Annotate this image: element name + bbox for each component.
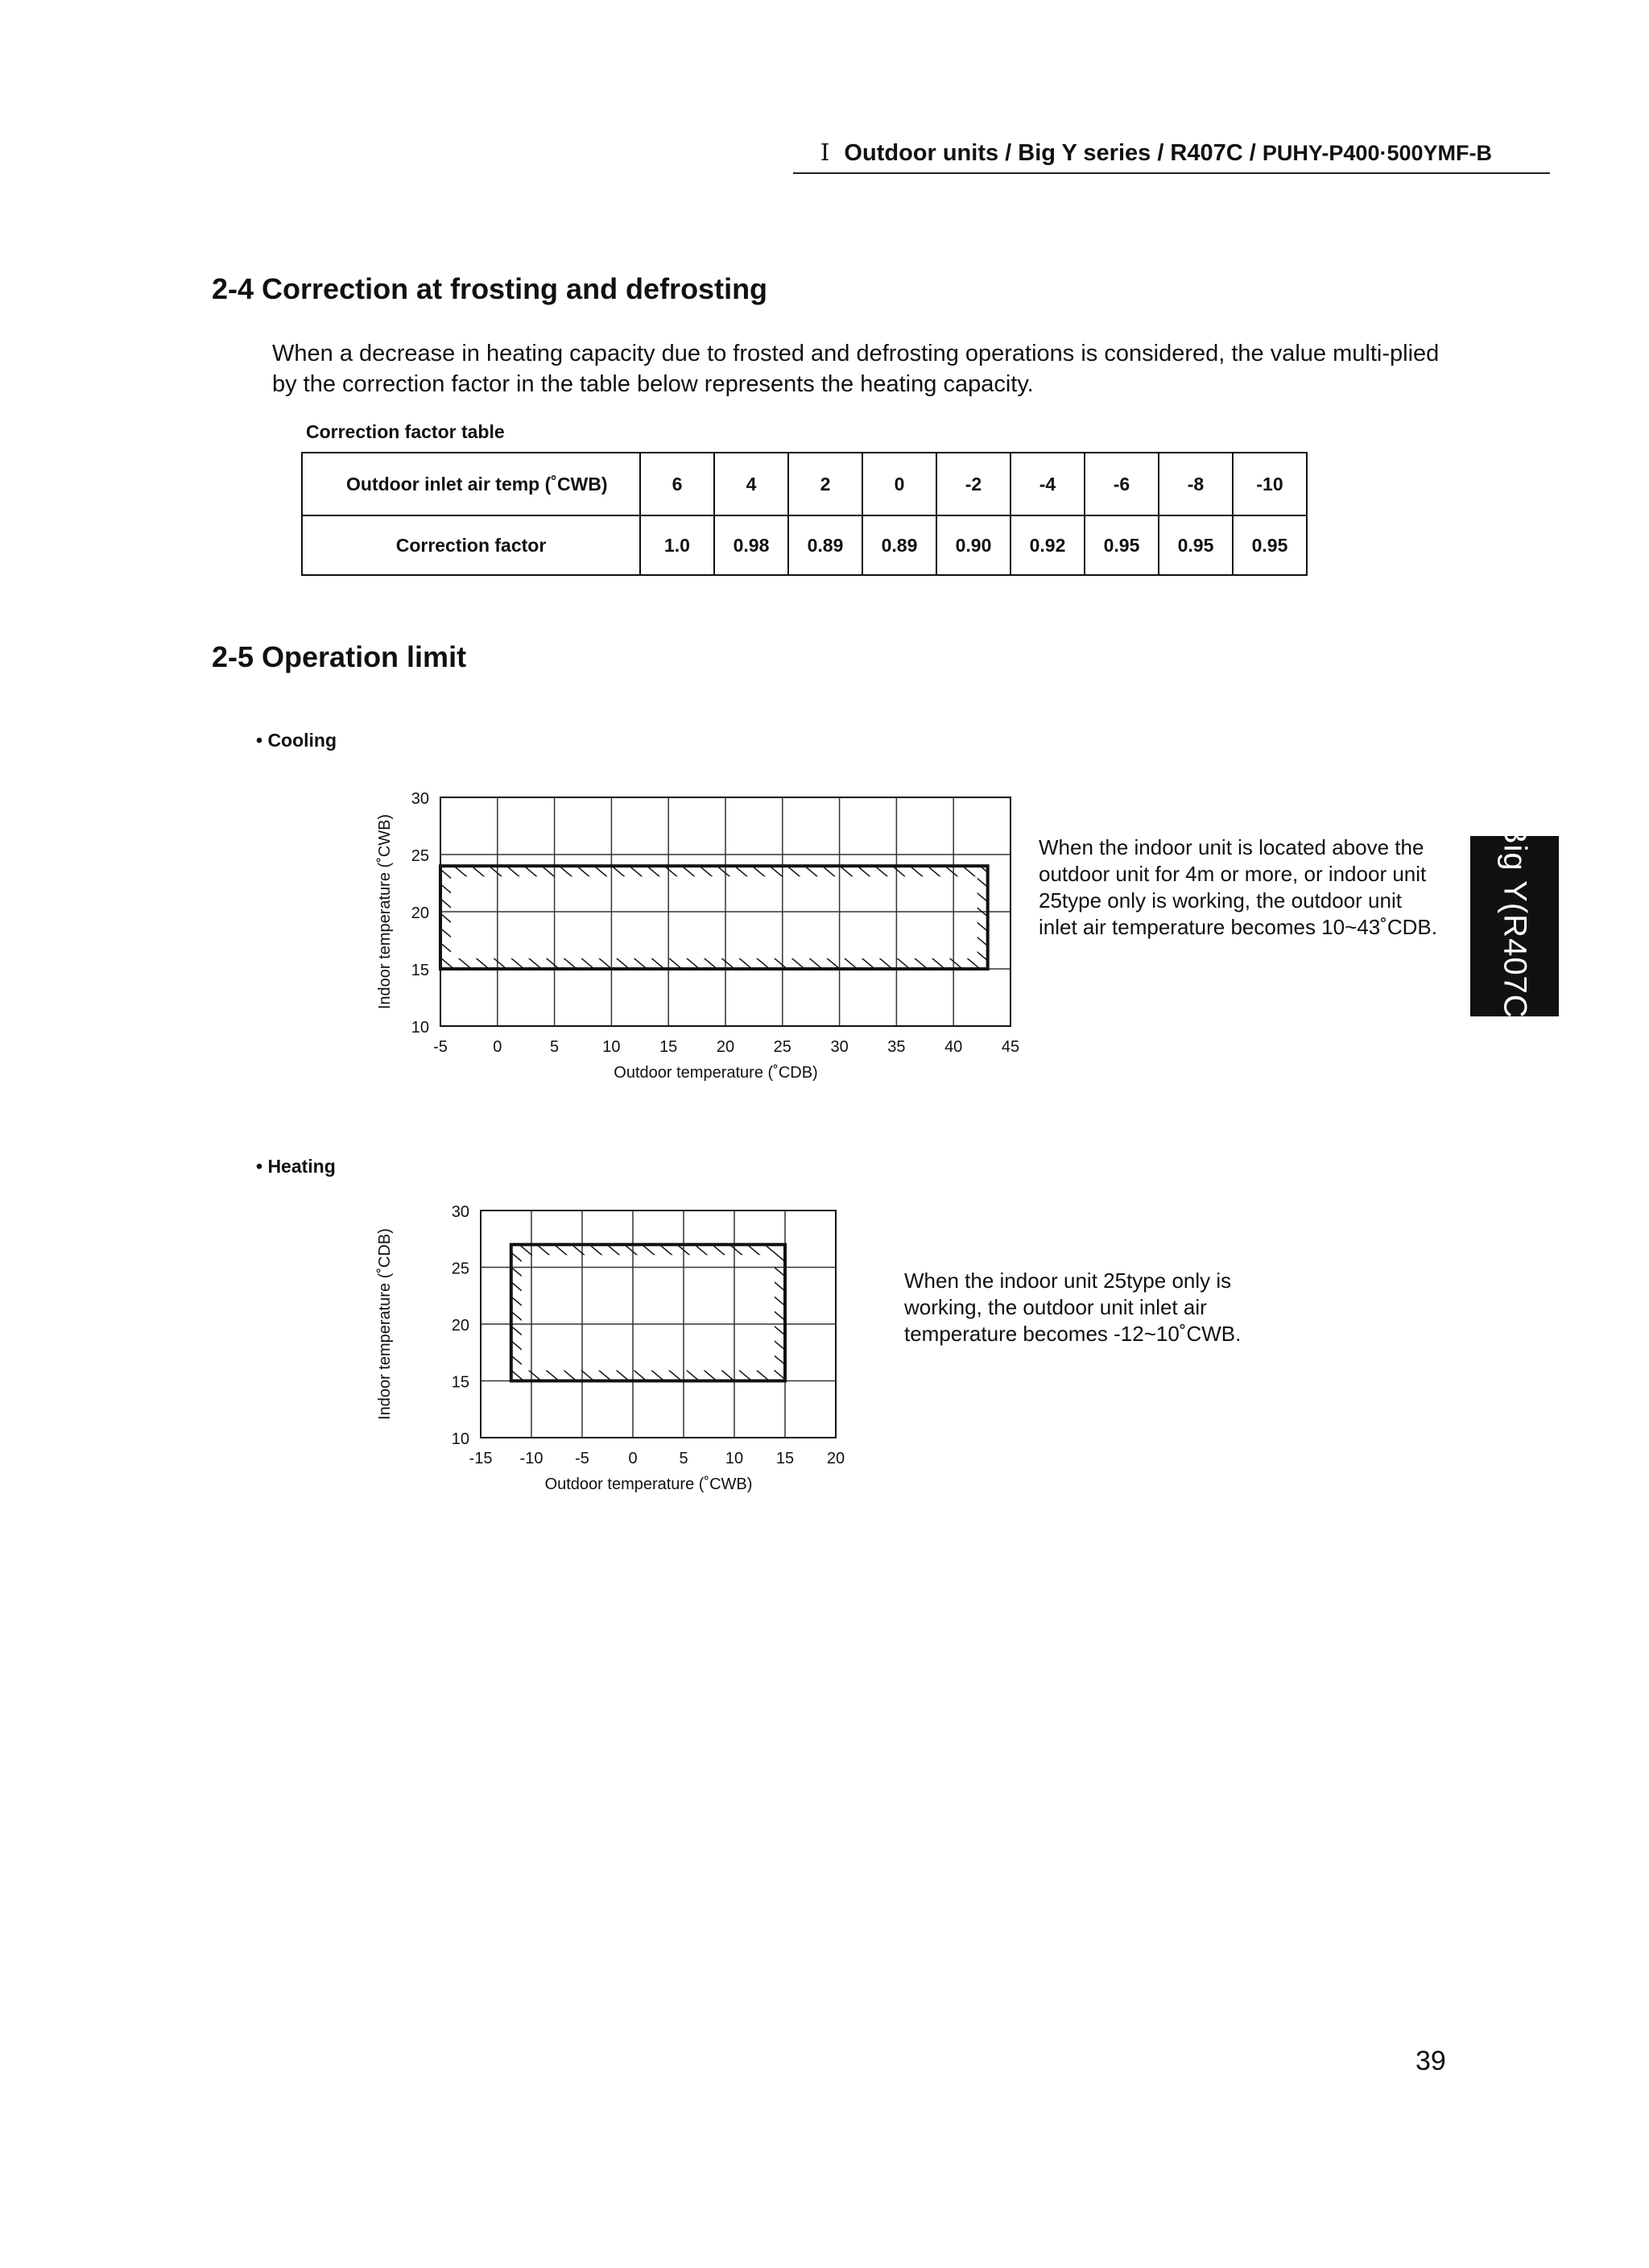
x-tick-label: 20 — [716, 1038, 735, 1056]
header-title: Outdoor units / Big Y series / R407C / — [844, 140, 1256, 166]
table-cell: 0.92 — [1010, 515, 1085, 575]
x-tick-label: 30 — [830, 1038, 849, 1056]
x-tick-label: -15 — [469, 1450, 493, 1467]
x-tick-label: 35 — [887, 1038, 906, 1056]
operating-range-outline — [440, 866, 988, 969]
table-cell: 0 — [862, 453, 936, 515]
y-tick-label: 10 — [451, 1430, 469, 1448]
x-tick-label: 10 — [602, 1038, 621, 1056]
cooling-label: • Cooling — [256, 730, 337, 751]
table-cell: 0.98 — [714, 515, 788, 575]
cooling-chart — [376, 790, 1019, 1082]
heating-label: • Heating — [256, 1156, 336, 1177]
table-cell: 1.0 — [640, 515, 714, 575]
x-tick-label: -5 — [575, 1450, 589, 1467]
y-tick-label: 30 — [411, 790, 429, 808]
y-tick-label: 15 — [451, 1373, 469, 1392]
y-tick-label: 25 — [411, 847, 429, 865]
x-tick-label: 15 — [775, 1450, 795, 1467]
table-cell: -4 — [1010, 453, 1085, 515]
table-cell: 0.95 — [1159, 515, 1233, 575]
y-axis-label: Indoor temperature (˚CDB) — [376, 1228, 394, 1420]
x-tick-label: 45 — [1001, 1038, 1020, 1056]
table-cell: -2 — [936, 453, 1010, 515]
x-tick-label: 20 — [826, 1450, 845, 1467]
y-tick-label: 10 — [411, 1019, 429, 1037]
x-tick-label: 0 — [628, 1450, 638, 1467]
x-tick-label: 15 — [659, 1038, 678, 1056]
x-axis-label: Outdoor temperature (˚CWB) — [544, 1475, 753, 1493]
y-tick-label: 15 — [411, 962, 429, 979]
table-cell: -10 — [1233, 453, 1307, 515]
x-tick-label: -10 — [519, 1450, 543, 1467]
heating-note: When the indoor unit 25type only is working, the outdoor unit inlet air temperature becomes -12~10˚CWB. — [904, 1269, 1242, 1346]
table-cell: 6 — [640, 453, 714, 515]
table-cell: 4 — [714, 453, 788, 515]
table-cell: -6 — [1085, 453, 1159, 515]
y-tick-label: 20 — [411, 904, 429, 922]
operating-range-hatch — [440, 866, 988, 969]
x-axis-label: Outdoor temperature (˚CDB) — [614, 1064, 818, 1082]
cooling-note: When the indoor unit is located above the outdoor unit for 4m or more, or indoor unit 25type only is working, the outdoor unit inlet air temperature becomes 10~43˚CDB. — [1039, 835, 1437, 939]
x-tick-label: 0 — [493, 1038, 502, 1056]
y-tick-label: 25 — [451, 1260, 469, 1278]
section-2-4-paragraph: When a decrease in heating capacity due to frosted and defrosting operations is considered, the value multi-plied by the correction factor in the table below represents the heating capacity. — [272, 341, 1440, 397]
side-tab — [1470, 822, 1559, 1031]
x-tick-label: 10 — [725, 1450, 744, 1467]
heating-chart — [376, 1203, 845, 1493]
operating-range-outline — [511, 1244, 785, 1380]
table-caption: Correction factor table — [306, 421, 505, 442]
page-number: 39 — [1415, 2046, 1446, 2076]
y-tick-label: 30 — [451, 1203, 469, 1221]
y-axis-label: Indoor temperature (˚CWB) — [376, 813, 394, 1010]
table-cell: 0.95 — [1085, 515, 1159, 575]
y-tick-label: 20 — [451, 1317, 469, 1335]
x-tick-label: 5 — [679, 1450, 688, 1467]
table-cell: 0.95 — [1233, 515, 1307, 575]
table-header-temp: Outdoor inlet air temp (˚CWB) — [302, 453, 640, 515]
table-cell: 0.89 — [788, 515, 862, 575]
x-tick-label: 40 — [944, 1038, 963, 1056]
section-2-4-title: 2-4 Correction at frosting and defrosting — [212, 272, 768, 305]
x-tick-label: 5 — [550, 1038, 560, 1056]
x-tick-label: -5 — [433, 1038, 448, 1056]
section-2-5-title: 2-5 Operation limit — [212, 640, 467, 673]
x-tick-label: 25 — [773, 1038, 791, 1056]
table-cell: 0.89 — [862, 515, 936, 575]
table-header-factor: Correction factor — [302, 515, 640, 575]
table-cell: -8 — [1159, 453, 1233, 515]
side-tab-label: Big Y(R407C) — [1497, 822, 1533, 1031]
operating-range-hatch — [511, 1244, 785, 1380]
header-model: PUHY-P400·500YMF-B — [1262, 141, 1492, 165]
table-cell: 0.90 — [936, 515, 1010, 575]
header-roman: I — [820, 139, 830, 166]
table-cell: 2 — [788, 453, 862, 515]
